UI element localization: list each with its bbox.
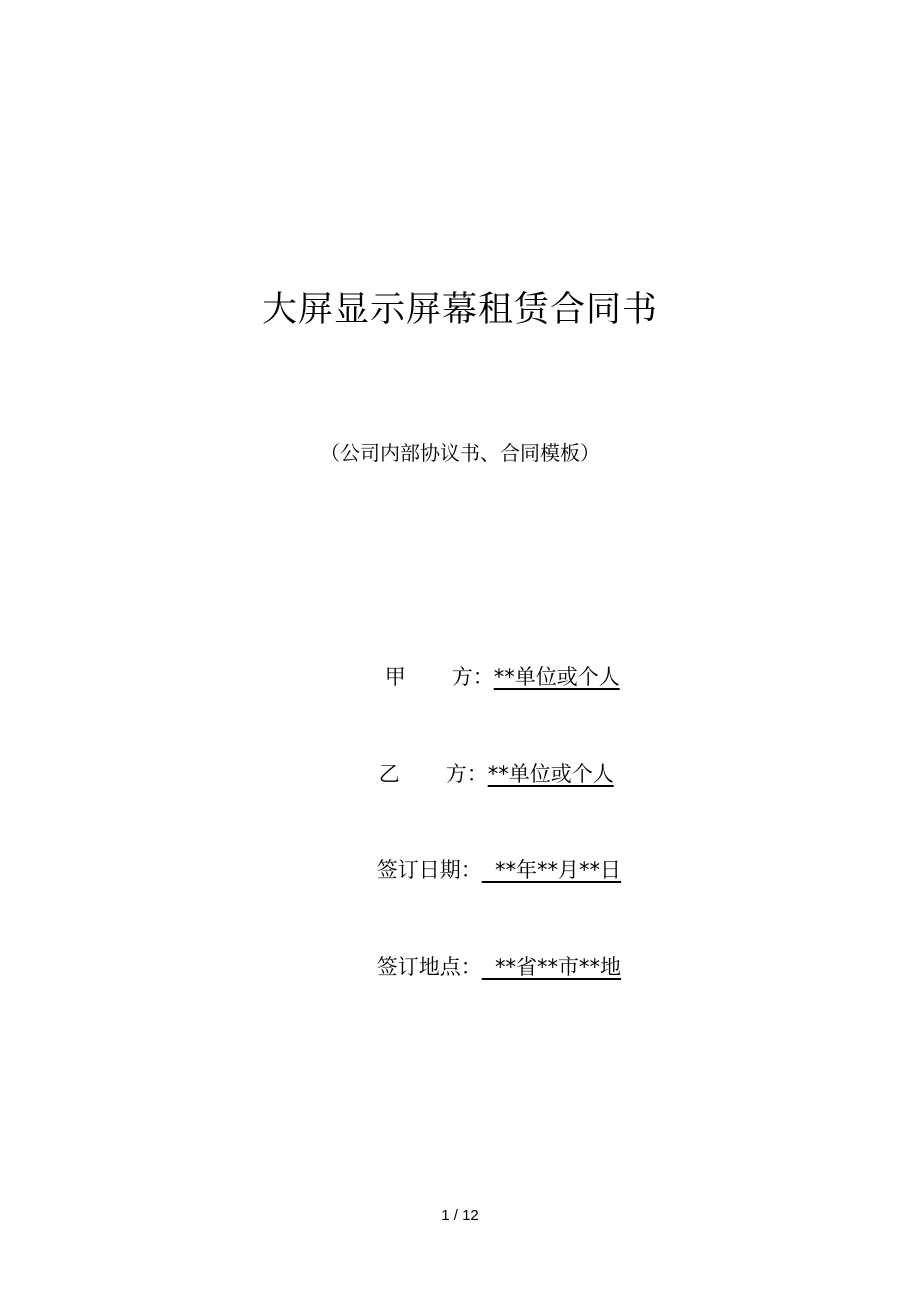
document-title: 大屏显示屏幕租赁合同书: [261, 290, 658, 330]
party-a-value: **单位或个人: [493, 665, 620, 689]
party-b-label-first: 乙: [378, 762, 400, 786]
sign-place-label: 签订地点：: [376, 955, 482, 979]
party-b-value: **单位或个人: [487, 762, 614, 786]
sign-date-label: 签订日期：: [376, 858, 482, 882]
party-a-label-second: 方：: [451, 665, 494, 689]
party-a-label-first: 甲: [384, 665, 406, 689]
page-indicator: 1 / 12: [441, 1207, 479, 1224]
sign-place-field: [350, 922, 621, 1012]
document-subtitle: （公司内部协议书、合同模板）: [320, 441, 600, 465]
sign-date-field: [350, 825, 621, 915]
party-a-field: [358, 632, 620, 722]
sign-date-value: **年**月**日: [481, 858, 622, 882]
party-b-field: [352, 729, 614, 819]
party-b-label-second: 方：: [445, 762, 488, 786]
sign-place-value: **省**市**地: [481, 955, 622, 979]
